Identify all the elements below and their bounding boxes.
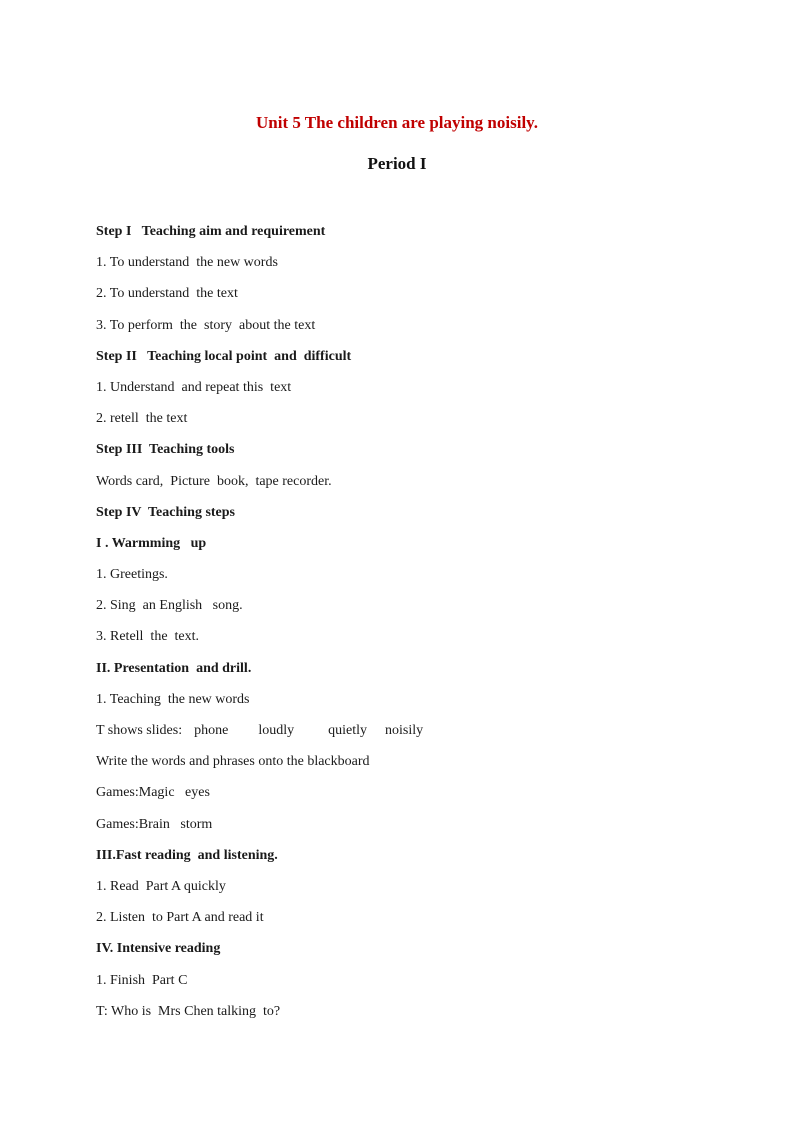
- section-heading: I . Warmming up: [96, 535, 207, 551]
- slides-line: [96, 721, 716, 752]
- body-line: Words card, Picture book, tape recorder.: [96, 473, 332, 489]
- body-line: 3. Retell the text.: [96, 629, 200, 645]
- body-line: Write the words and phrases onto the blackboard: [96, 754, 370, 770]
- document-subtitle: Period I: [367, 154, 427, 173]
- body-line: 1. Teaching the new words: [96, 691, 250, 707]
- body-line: Games:Brain storm: [96, 816, 213, 832]
- section-heading: Step II Teaching local point and difficult: [96, 348, 352, 364]
- section-heading: Step I Teaching aim and requirement: [96, 224, 326, 239]
- body-line: 1. Finish Part C: [96, 972, 188, 988]
- body-line: 2. To understand the text: [96, 286, 238, 302]
- slide-word: quietly: [328, 723, 367, 738]
- body-line: T: Who is Mrs Chen talking to?: [96, 1003, 281, 1019]
- slides-lead: T shows slides:: [96, 723, 183, 738]
- section-heading: Step IV Teaching steps: [96, 504, 236, 520]
- section-heading: IV. Intensive reading: [96, 941, 221, 957]
- body-line: 1. Greetings.: [96, 567, 168, 583]
- section-heading: Step III Teaching tools: [96, 442, 235, 458]
- document-title: Unit 5 The children are playing noisily.: [256, 113, 538, 132]
- body-line: 2. retell the text: [96, 411, 188, 427]
- slide-word: noisily: [384, 723, 424, 738]
- body-line: 2. Listen to Part A and read it: [96, 910, 264, 926]
- body-line: Games:Magic eyes: [96, 785, 210, 801]
- document-body: [96, 222, 716, 1033]
- slide-word: loudly: [258, 723, 295, 738]
- body-line: 3. To perform the story about the text: [96, 317, 316, 333]
- body-line: 1. To understand the new words: [96, 255, 278, 271]
- section-heading: II. Presentation and drill.: [96, 660, 252, 676]
- body-line: 2. Sing an English song.: [96, 598, 243, 614]
- body-line: 1. Read Part A quickly: [96, 878, 226, 894]
- body-line: 1. Understand and repeat this text: [96, 379, 292, 395]
- section-heading: III.Fast reading and listening.: [96, 847, 278, 863]
- slide-word: phone: [194, 723, 229, 738]
